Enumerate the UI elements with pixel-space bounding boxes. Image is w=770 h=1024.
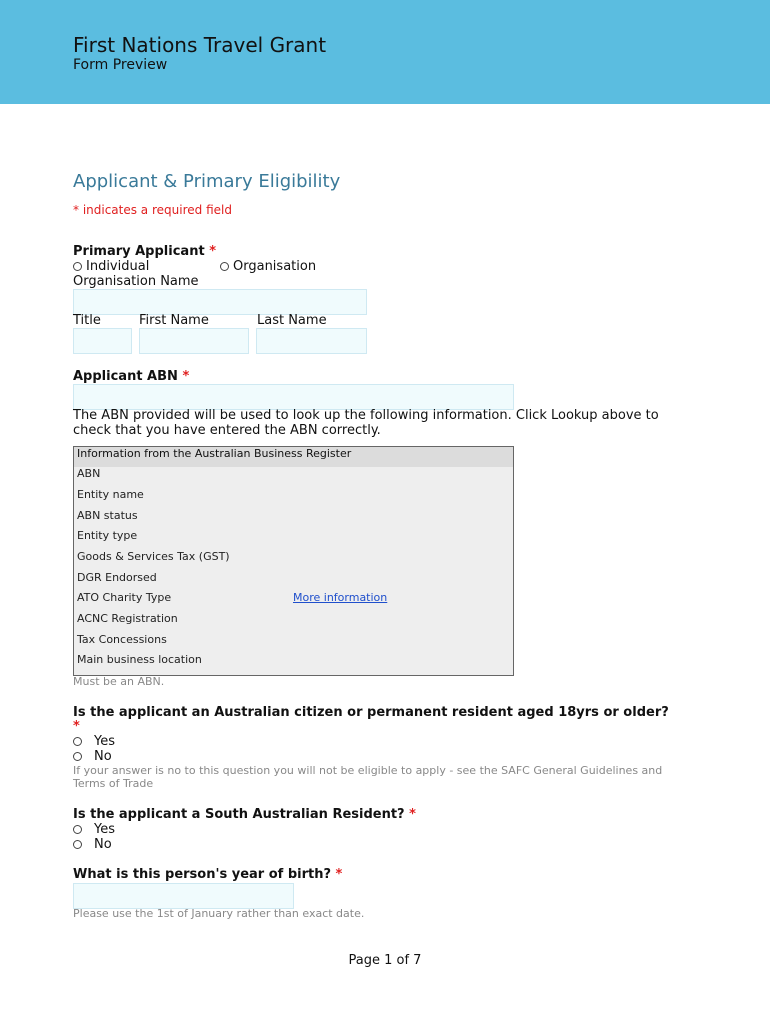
abr-row-abn-status: ABN status (77, 509, 138, 522)
abr-info-box (73, 446, 514, 676)
abr-row-charity-type: ATO Charity Type (77, 591, 172, 604)
title-label: Title (73, 313, 101, 328)
radio-circle-icon[interactable] (220, 262, 229, 271)
required-star: * (209, 244, 217, 259)
radio-organisation[interactable]: Organisation (220, 259, 316, 274)
section-title: Applicant & Primary Eligibility (73, 171, 341, 192)
primary-applicant-label: Primary Applicant * (73, 244, 217, 259)
required-field-note: * indicates a required field (73, 203, 232, 217)
more-information-link[interactable]: More information (293, 591, 388, 604)
radio-citizen-no[interactable]: No (73, 749, 112, 764)
radio-circle-icon[interactable] (73, 262, 82, 271)
required-star: * (182, 369, 190, 384)
abr-row-entity-name: Entity name (77, 488, 144, 501)
birth-year-question-label: What is this person's year of birth? * (73, 867, 343, 882)
abn-input[interactable] (73, 384, 514, 410)
required-star: * (409, 807, 416, 822)
birth-year-input[interactable] (73, 883, 294, 909)
birth-year-hint: Please use the 1st of January rather than exact date. (73, 907, 365, 920)
form-title: First Nations Travel Grant (73, 33, 327, 57)
radio-citizen-yes[interactable]: Yes (73, 734, 115, 749)
abr-row-tax-concessions: Tax Concessions (77, 633, 167, 646)
abr-heading: Information from the Australian Business Register (74, 447, 513, 467)
title-input[interactable] (73, 328, 132, 354)
radio-sa-resident-yes[interactable]: Yes (73, 822, 115, 837)
abr-row-abn: ABN (77, 467, 101, 480)
required-star: * (335, 867, 343, 882)
organisation-name-input[interactable] (73, 289, 367, 315)
abr-row-main-location: Main business location (77, 653, 202, 666)
abr-row-dgr: DGR Endorsed (77, 571, 157, 584)
first-name-input[interactable] (139, 328, 249, 354)
organisation-name-label: Organisation Name (73, 274, 199, 289)
citizen-question-label: Is the applicant an Australian citizen or permanent resident aged 18yrs or older? (73, 705, 669, 720)
first-name-label: First Name (139, 313, 209, 328)
citizen-hint: If your answer is no to this question you will not be eligible to apply - see the SAFC General Guidelines and Terms of Trade (73, 764, 663, 790)
required-star: * (73, 719, 80, 734)
radio-sa-resident-no[interactable]: No (73, 837, 112, 852)
abr-row-acnc: ACNC Registration (77, 612, 178, 625)
page-number: Page 1 of 7 (348, 953, 422, 968)
abn-hint: Must be an ABN. (73, 675, 165, 688)
radio-circle-icon[interactable] (73, 825, 82, 834)
radio-circle-icon[interactable] (73, 752, 82, 761)
abr-row-entity-type: Entity type (77, 529, 138, 542)
abn-description: The ABN provided will be used to look up the following information. Click Lookup above to check that you have entered the ABN correctly. (73, 408, 659, 438)
radio-individual[interactable]: Individual (73, 259, 149, 274)
sa-resident-question-label: Is the applicant a South Australian Resident? * (73, 807, 416, 822)
page-header (0, 0, 770, 104)
last-name-label: Last Name (257, 313, 327, 328)
applicant-abn-label: Applicant ABN * (73, 369, 190, 384)
radio-circle-icon[interactable] (73, 737, 82, 746)
last-name-input[interactable] (256, 328, 367, 354)
radio-circle-icon[interactable] (73, 840, 82, 849)
form-subtitle: Form Preview (73, 57, 168, 73)
abr-row-gst: Goods & Services Tax (GST) (77, 550, 230, 563)
